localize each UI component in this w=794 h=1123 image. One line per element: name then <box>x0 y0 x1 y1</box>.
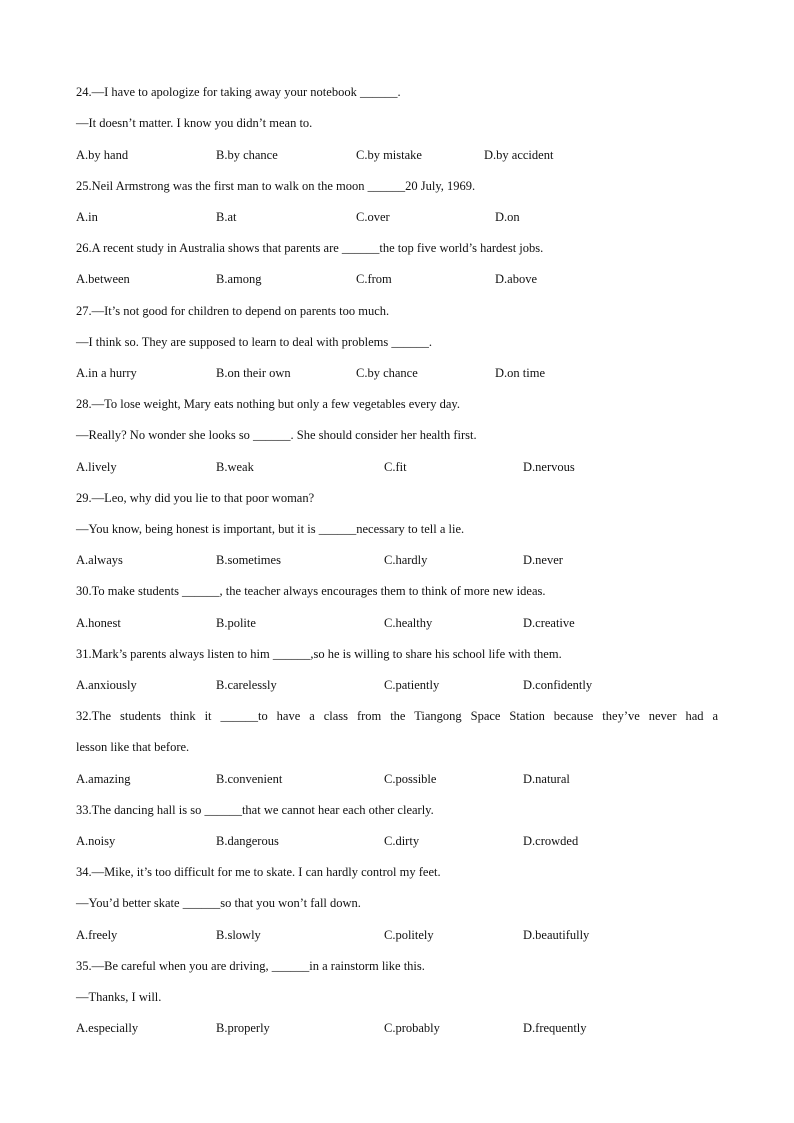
question-25-stem: 25.Neil Armstrong was the first man to walk on the moon ______20 July, 1969. <box>76 179 476 193</box>
option-a: A.always <box>76 553 123 567</box>
option-d: D.never <box>523 553 563 567</box>
question-30-options <box>0 615 794 631</box>
option-a: A.honest <box>76 616 121 630</box>
option-b: B.dangerous <box>216 834 279 848</box>
option-d: D.creative <box>523 616 575 630</box>
option-c: C.from <box>356 272 392 286</box>
option-a: A.freely <box>76 928 118 942</box>
question-34-options <box>0 927 794 943</box>
option-d: D.on <box>495 210 520 224</box>
option-d: D.crowded <box>523 834 579 848</box>
question-35-options <box>0 1020 794 1036</box>
option-c: C.fit <box>384 460 407 474</box>
question-29-options <box>0 552 794 568</box>
option-c: C.hardly <box>384 553 428 567</box>
question-29-stem: 29.—Leo, why did you lie to that poor woman? <box>76 491 315 505</box>
option-c: C.by mistake <box>356 148 422 162</box>
option-b: B.by chance <box>216 148 278 162</box>
option-b: B.polite <box>216 616 256 630</box>
question-28-options <box>0 459 794 475</box>
question-24-options <box>0 147 794 163</box>
question-31-options <box>0 677 794 693</box>
option-d: D.beautifully <box>523 928 590 942</box>
question-32-stem: 32.The students think it ______to have a class from the Tiangong Space Station because they’ve never had a <box>76 709 718 723</box>
question-28-response: —Really? No wonder she looks so ______. She should consider her health first. <box>76 428 477 442</box>
option-d: D.by accident <box>484 148 554 162</box>
question-32-options <box>0 771 794 787</box>
question-26-options <box>0 271 794 287</box>
option-a: A.noisy <box>76 834 116 848</box>
option-a: A.in a hurry <box>76 366 137 380</box>
option-d: D.on time <box>495 366 545 380</box>
option-a: A.especially <box>76 1021 139 1035</box>
question-30-stem: 30.To make students ______, the teacher always encourages them to think of more new ideas. <box>76 584 546 598</box>
option-b: B.among <box>216 272 262 286</box>
option-c: C.possible <box>384 772 437 786</box>
question-24-stem: 24.—I have to apologize for taking away your notebook ______. <box>76 85 401 99</box>
question-35-stem: 35.—Be careful when you are driving, ______in a rainstorm like this. <box>76 959 425 973</box>
option-d: D.above <box>495 272 537 286</box>
option-a: A.anxiously <box>76 678 137 692</box>
option-c: C.dirty <box>384 834 420 848</box>
question-34-stem: 34.—Mike, it’s too difficult for me to skate. I can hardly control my feet. <box>76 865 441 879</box>
question-27-response: —I think so. They are supposed to learn to deal with problems ______. <box>76 335 432 349</box>
option-b: B.sometimes <box>216 553 281 567</box>
option-d: D.frequently <box>523 1021 587 1035</box>
question-26-stem: 26.A recent study in Australia shows that parents are ______the top five world’s hardest jobs. <box>76 241 544 255</box>
option-d: D.confidently <box>523 678 593 692</box>
question-35-response: —Thanks, I will. <box>76 990 162 1004</box>
question-33-stem: 33.The dancing hall is so ______that we cannot hear each other clearly. <box>76 803 434 817</box>
option-c: C.by chance <box>356 366 418 380</box>
option-c: C.over <box>356 210 390 224</box>
question-34-response: —You’d better skate ______so that you won’t fall down. <box>76 896 361 910</box>
question-33-options <box>0 833 794 849</box>
option-c: C.politely <box>384 928 434 942</box>
option-c: C.patiently <box>384 678 440 692</box>
option-b: B.on their own <box>216 366 291 380</box>
option-b: B.slowly <box>216 928 261 942</box>
question-28-stem: 28.—To lose weight, Mary eats nothing but only a few vegetables every day. <box>76 397 460 411</box>
option-a: A.by hand <box>76 148 129 162</box>
question-31-stem: 31.Mark’s parents always listen to him ______,so he is willing to share his school life with them. <box>76 647 562 661</box>
option-d: D.natural <box>523 772 570 786</box>
question-25-options <box>0 209 794 225</box>
option-a: A.between <box>76 272 130 286</box>
option-c: C.probably <box>384 1021 440 1035</box>
option-b: B.weak <box>216 460 254 474</box>
question-32-stem-continued: lesson like that before. <box>76 740 190 754</box>
option-c: C.healthy <box>384 616 433 630</box>
question-27-options <box>0 365 794 381</box>
option-a: A.in <box>76 210 98 224</box>
option-b: B.properly <box>216 1021 270 1035</box>
question-29-response: —You know, being honest is important, but it is ______necessary to tell a lie. <box>76 522 465 536</box>
option-d: D.nervous <box>523 460 575 474</box>
option-b: B.convenient <box>216 772 283 786</box>
question-24-response: —It doesn’t matter. I know you didn’t mean to. <box>76 116 313 130</box>
option-a: A.lively <box>76 460 117 474</box>
question-27-stem: 27.—It’s not good for children to depend on parents too much. <box>76 304 390 318</box>
option-b: B.carelessly <box>216 678 277 692</box>
option-b: B.at <box>216 210 237 224</box>
option-a: A.amazing <box>76 772 131 786</box>
